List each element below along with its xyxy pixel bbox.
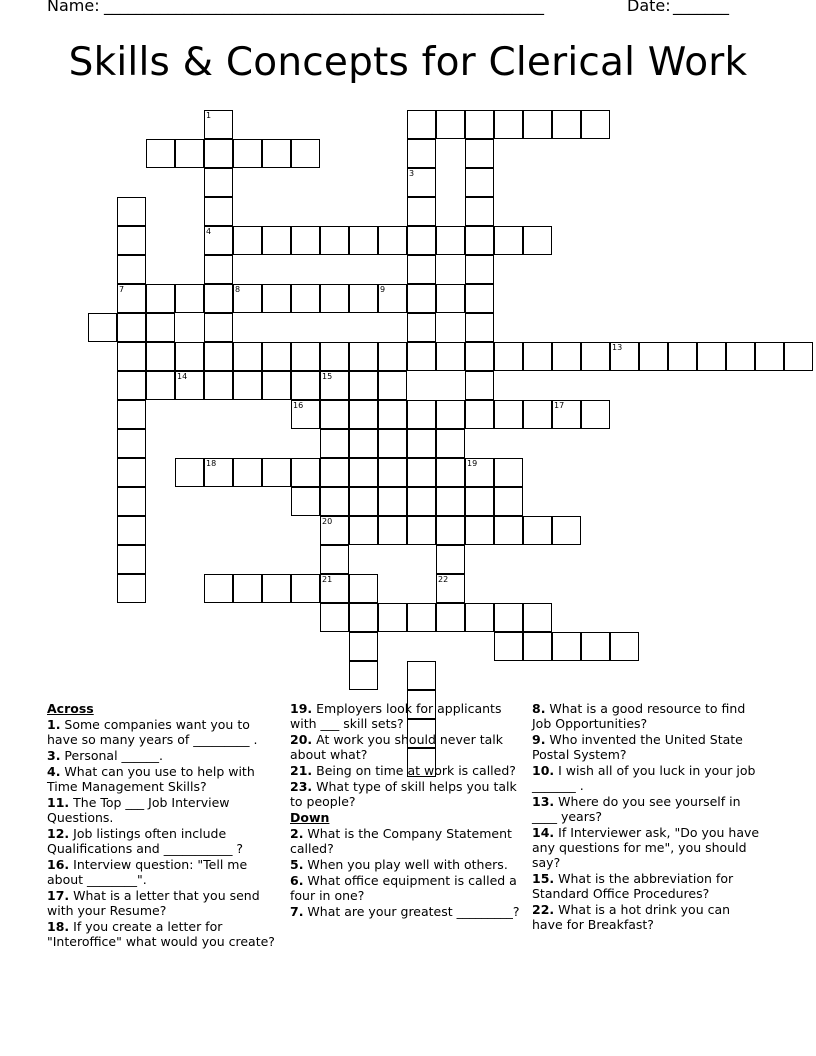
clue-item <box>47 888 279 918</box>
crossword-cell[interactable] <box>494 487 523 516</box>
crossword-cell[interactable] <box>436 574 465 603</box>
clue-number: 8 <box>235 285 241 294</box>
crossword-cell[interactable] <box>320 400 349 429</box>
crossword-cell[interactable] <box>349 661 378 690</box>
clue-item-text: What is a letter that you send with your Resume? <box>47 888 260 918</box>
crossword-cell[interactable] <box>117 284 146 313</box>
crossword-cell[interactable] <box>88 313 117 342</box>
crossword-cell[interactable] <box>117 313 146 342</box>
crossword-cell[interactable] <box>581 342 610 371</box>
crossword-cell[interactable] <box>117 429 146 458</box>
crossword-cell[interactable] <box>494 516 523 545</box>
crossword-cell[interactable] <box>204 168 233 197</box>
crossword-cell[interactable] <box>117 342 146 371</box>
crossword-cell[interactable] <box>146 371 175 400</box>
clue-item-text: When you play well with others. <box>303 857 508 872</box>
crossword-cell[interactable] <box>233 139 262 168</box>
clue-item <box>290 779 522 809</box>
crossword-cell[interactable] <box>581 632 610 661</box>
crossword-cell[interactable] <box>436 110 465 139</box>
crossword-cell[interactable] <box>349 487 378 516</box>
clue-item-number: 3. <box>47 748 61 763</box>
clue-item-text: What is the Company Statement called? <box>290 826 512 856</box>
crossword-cell[interactable] <box>494 603 523 632</box>
crossword-cell[interactable] <box>465 603 494 632</box>
clue-item-number: 17. <box>47 888 70 903</box>
crossword-cell[interactable] <box>117 371 146 400</box>
crossword-cell[interactable] <box>407 168 436 197</box>
clue-item-text: Where do you see yourself in ____ years? <box>532 794 741 824</box>
crossword-cell[interactable] <box>349 632 378 661</box>
clue-item-text: What can you use to help with Time Management Skills? <box>47 764 255 794</box>
clue-item <box>532 825 764 870</box>
crossword-cell[interactable] <box>233 458 262 487</box>
clue-item-text: Employers look for applicants with ___ skill sets? <box>290 701 502 731</box>
crossword-cell[interactable] <box>349 603 378 632</box>
crossword-cell[interactable] <box>436 545 465 574</box>
crossword-cell[interactable] <box>320 516 349 545</box>
crossword-cell[interactable] <box>204 110 233 139</box>
crossword-cell[interactable] <box>697 342 726 371</box>
clue-number: 18 <box>206 459 217 468</box>
crossword-cell[interactable] <box>407 429 436 458</box>
crossword-cell[interactable] <box>668 342 697 371</box>
crossword-cell[interactable] <box>494 458 523 487</box>
crossword-cell[interactable] <box>204 226 233 255</box>
clue-item-number: 13. <box>532 794 555 809</box>
clue-item-number: 19. <box>290 701 313 716</box>
clue-item <box>47 717 279 747</box>
clue-item-text: Interview question: "Tell me about ________". <box>47 857 248 887</box>
clue-item-number: 18. <box>47 919 70 934</box>
date-blank: _______ <box>673 0 729 15</box>
crossword-cell[interactable] <box>465 400 494 429</box>
crossword-cell[interactable] <box>291 342 320 371</box>
crossword-cell[interactable] <box>378 487 407 516</box>
crossword-cell[interactable] <box>552 632 581 661</box>
crossword-cell[interactable] <box>291 574 320 603</box>
clue-item <box>532 871 764 901</box>
clue-item <box>290 763 522 778</box>
clue-item-number: 6. <box>290 873 304 888</box>
clue-item <box>532 701 764 731</box>
crossword-cell[interactable] <box>465 284 494 313</box>
clue-item <box>47 826 279 856</box>
crossword-cell[interactable] <box>204 139 233 168</box>
clue-item-number: 1. <box>47 717 61 732</box>
crossword-cell[interactable] <box>407 226 436 255</box>
clue-item-number: 10. <box>532 763 555 778</box>
crossword-cell[interactable] <box>291 284 320 313</box>
crossword-cell[interactable] <box>407 516 436 545</box>
crossword-cell[interactable] <box>378 284 407 313</box>
crossword-cell[interactable] <box>407 400 436 429</box>
crossword-cell[interactable] <box>436 226 465 255</box>
crossword-cell[interactable] <box>378 516 407 545</box>
clue-item-text: What are your greatest _________? <box>303 904 520 919</box>
clue-item-number: 9. <box>532 732 546 747</box>
crossword-cell[interactable] <box>465 197 494 226</box>
clue-item-number: 8. <box>532 701 546 716</box>
clue-item-number: 15. <box>532 871 555 886</box>
clue-item <box>47 764 279 794</box>
crossword-cell[interactable] <box>494 342 523 371</box>
crossword-cell[interactable] <box>262 574 291 603</box>
clue-item <box>47 795 279 825</box>
clue-number: 4 <box>206 227 212 236</box>
clue-item <box>532 732 764 762</box>
crossword-cell[interactable] <box>204 574 233 603</box>
crossword-cell[interactable] <box>407 458 436 487</box>
crossword-cell[interactable] <box>465 313 494 342</box>
crossword-cell[interactable] <box>552 342 581 371</box>
crossword-cell[interactable] <box>407 342 436 371</box>
crossword-cell[interactable] <box>494 632 523 661</box>
clue-item-text: What is a hot drink you can have for Breakfast? <box>532 902 731 932</box>
page-title: Skills & Concepts for Clerical Work <box>68 40 748 85</box>
crossword-cell[interactable] <box>349 458 378 487</box>
crossword-cell[interactable] <box>117 197 146 226</box>
date-label: Date: <box>627 0 671 15</box>
crossword-cell[interactable] <box>117 458 146 487</box>
crossword-cell[interactable] <box>581 110 610 139</box>
clue-number: 22 <box>438 575 449 584</box>
clue-number: 3 <box>409 169 415 178</box>
clue-item-number: 11. <box>47 795 70 810</box>
clue-number: 15 <box>322 372 333 381</box>
crossword-cell[interactable] <box>262 139 291 168</box>
crossword-cell[interactable] <box>610 632 639 661</box>
crossword-cell[interactable] <box>436 458 465 487</box>
crossword-cell[interactable] <box>523 516 552 545</box>
crossword-cell[interactable] <box>291 139 320 168</box>
clue-item-number: 12. <box>47 826 70 841</box>
clue-item-text: Who invented the United State Postal System? <box>532 732 743 762</box>
crossword-cell[interactable] <box>320 429 349 458</box>
crossword-cell[interactable] <box>552 400 581 429</box>
crossword-cell[interactable] <box>407 139 436 168</box>
clue-item-number: 2. <box>290 826 304 841</box>
clue-item-text: What type of skill helps you talk to people? <box>290 779 517 809</box>
clue-item-text: Job listings often include Qualifications and ___________ ? <box>47 826 244 856</box>
crossword-cell[interactable] <box>146 313 175 342</box>
crossword-cell[interactable] <box>291 458 320 487</box>
crossword-cell[interactable] <box>378 458 407 487</box>
clue-item-number: 22. <box>532 902 555 917</box>
crossword-cell[interactable] <box>320 487 349 516</box>
clue-number: 1 <box>206 111 212 120</box>
crossword-cell[interactable] <box>117 255 146 284</box>
crossword-cell[interactable] <box>465 487 494 516</box>
clue-item-text: At work you should never talk about what? <box>290 732 503 762</box>
clue-number: 13 <box>612 343 623 352</box>
name-label: Name: <box>47 0 100 15</box>
clue-item <box>47 919 279 949</box>
clue-number: 17 <box>554 401 565 410</box>
crossword-cell[interactable] <box>204 197 233 226</box>
crossword-cell[interactable] <box>117 487 146 516</box>
crossword-cell[interactable] <box>117 226 146 255</box>
clue-item <box>532 763 764 793</box>
crossword-cell[interactable] <box>378 400 407 429</box>
crossword-cell[interactable] <box>320 226 349 255</box>
crossword-cell[interactable] <box>465 255 494 284</box>
crossword-cell[interactable] <box>233 342 262 371</box>
crossword-cell[interactable] <box>436 603 465 632</box>
crossword-cell[interactable] <box>204 371 233 400</box>
crossword-cell[interactable] <box>378 371 407 400</box>
clue-item-text: What office equipment is called a four in one? <box>290 873 517 903</box>
crossword-cell[interactable] <box>204 342 233 371</box>
crossword-cell[interactable] <box>523 603 552 632</box>
crossword-cell[interactable] <box>465 226 494 255</box>
clue-item-text: Some companies want you to have so many years of _________ . <box>47 717 258 747</box>
crossword-cell[interactable] <box>523 400 552 429</box>
crossword-cell[interactable] <box>146 139 175 168</box>
crossword-cell[interactable] <box>204 284 233 313</box>
clue-item-text: The Top ___ Job Interview Questions. <box>47 795 230 825</box>
clue-item <box>290 904 522 919</box>
crossword-cell[interactable] <box>465 458 494 487</box>
crossword-cell[interactable] <box>233 284 262 313</box>
crossword-cell[interactable] <box>436 429 465 458</box>
crossword-cell[interactable] <box>349 429 378 458</box>
crossword-cell[interactable] <box>349 284 378 313</box>
crossword-cell[interactable] <box>378 342 407 371</box>
crossword-cell[interactable] <box>755 342 784 371</box>
clue-column-2 <box>290 701 522 920</box>
crossword-cell[interactable] <box>349 516 378 545</box>
crossword-cell[interactable] <box>610 342 639 371</box>
crossword-cell[interactable] <box>320 458 349 487</box>
crossword-cell[interactable] <box>320 342 349 371</box>
crossword-cell[interactable] <box>204 313 233 342</box>
crossword-cell[interactable] <box>320 574 349 603</box>
clue-item <box>47 857 279 887</box>
crossword-cell[interactable] <box>349 371 378 400</box>
crossword-cell[interactable] <box>407 110 436 139</box>
crossword-cell[interactable] <box>291 371 320 400</box>
crossword-cell[interactable] <box>465 342 494 371</box>
clue-number: 20 <box>322 517 333 526</box>
clue-item-text: If Interviewer ask, "Do you have any questions for me", you should say? <box>532 825 760 870</box>
crossword-cell[interactable] <box>117 574 146 603</box>
crossword-cell[interactable] <box>552 110 581 139</box>
clue-item-text: What is a good resource to find Job Opportunities? <box>532 701 746 731</box>
crossword-cell[interactable] <box>378 429 407 458</box>
crossword-cell[interactable] <box>639 342 668 371</box>
crossword-cell[interactable] <box>262 458 291 487</box>
clue-item <box>290 826 522 856</box>
clue-item <box>290 701 522 731</box>
crossword-cell[interactable] <box>146 284 175 313</box>
clue-item-text: If you create a letter for "Interoffice" what would you create? <box>47 919 275 949</box>
crossword-cell[interactable] <box>262 342 291 371</box>
clue-item-text: What is the abbreviation for Standard Office Procedures? <box>532 871 734 901</box>
clue-item-text: I wish all of you luck in your job _______ . <box>532 763 756 793</box>
clue-item <box>290 857 522 872</box>
crossword-cell[interactable] <box>175 342 204 371</box>
crossword-cell[interactable] <box>117 516 146 545</box>
crossword-cell[interactable] <box>291 400 320 429</box>
crossword-cell[interactable] <box>465 371 494 400</box>
crossword-cell[interactable] <box>407 197 436 226</box>
clue-item-number: 14. <box>532 825 555 840</box>
clue-number: 9 <box>380 285 386 294</box>
crossword-cell[interactable] <box>378 226 407 255</box>
crossword-cell[interactable] <box>465 139 494 168</box>
clue-item-number: 16. <box>47 857 70 872</box>
crossword-cell[interactable] <box>465 168 494 197</box>
crossword-cell[interactable] <box>146 342 175 371</box>
crossword-cell[interactable] <box>407 284 436 313</box>
name-blank: _______________________________________________________ <box>104 0 544 15</box>
crossword-cell[interactable] <box>407 661 436 690</box>
crossword-cell[interactable] <box>175 371 204 400</box>
crossword-cell[interactable] <box>784 342 813 371</box>
clue-column-3 <box>532 701 764 933</box>
crossword-cell[interactable] <box>436 487 465 516</box>
clue-item-number: 23. <box>290 779 313 794</box>
crossword-cell[interactable] <box>552 516 581 545</box>
crossword-cell[interactable] <box>291 226 320 255</box>
clue-item-number: 7. <box>290 904 304 919</box>
crossword-cell[interactable] <box>494 400 523 429</box>
crossword-cell[interactable] <box>523 226 552 255</box>
crossword-cell[interactable] <box>349 574 378 603</box>
crossword-cell[interactable] <box>262 226 291 255</box>
crossword-cell[interactable] <box>523 342 552 371</box>
crossword-cell[interactable] <box>320 371 349 400</box>
crossword-cell[interactable] <box>320 603 349 632</box>
crossword-cell[interactable] <box>407 255 436 284</box>
crossword-cell[interactable] <box>320 284 349 313</box>
clue-item <box>532 902 764 932</box>
crossword-cell[interactable] <box>407 313 436 342</box>
crossword-cell[interactable] <box>175 458 204 487</box>
clue-column-1 <box>47 701 279 950</box>
clue-number: 21 <box>322 575 333 584</box>
crossword-cell[interactable] <box>262 284 291 313</box>
crossword-cell[interactable] <box>523 110 552 139</box>
crossword-cell[interactable] <box>436 284 465 313</box>
crossword-cell[interactable] <box>436 516 465 545</box>
crossword-cell[interactable] <box>494 110 523 139</box>
crossword-cell[interactable] <box>407 487 436 516</box>
crossword-cell[interactable] <box>175 139 204 168</box>
crossword-cell[interactable] <box>349 226 378 255</box>
clue-item-number: 5. <box>290 857 304 872</box>
clue-item <box>532 794 764 824</box>
crossword-cell[interactable] <box>204 255 233 284</box>
crossword-cell[interactable] <box>175 284 204 313</box>
crossword-cell[interactable] <box>436 342 465 371</box>
crossword-cell[interactable] <box>349 342 378 371</box>
crossword-cell[interactable] <box>262 371 291 400</box>
clue-item-number: 20. <box>290 732 313 747</box>
crossword-cell[interactable] <box>407 603 436 632</box>
crossword-cell[interactable] <box>436 400 465 429</box>
crossword-cell[interactable] <box>581 400 610 429</box>
clue-item-number: 4. <box>47 764 61 779</box>
clue-item <box>47 748 279 763</box>
clue-item-text: Being on time at work is called? <box>312 763 516 778</box>
clue-item-number: 21. <box>290 763 313 778</box>
crossword-cell[interactable] <box>233 574 262 603</box>
crossword-cell[interactable] <box>465 110 494 139</box>
across-heading: Across <box>47 701 94 716</box>
clue-number: 16 <box>293 401 304 410</box>
crossword-cell[interactable] <box>494 226 523 255</box>
crossword-cell[interactable] <box>233 371 262 400</box>
crossword-cell[interactable] <box>117 400 146 429</box>
crossword-cell[interactable] <box>726 342 755 371</box>
crossword-cell[interactable] <box>465 516 494 545</box>
clue-number: 14 <box>177 372 188 381</box>
crossword-cell[interactable] <box>349 400 378 429</box>
crossword-cell[interactable] <box>204 458 233 487</box>
clue-item <box>290 873 522 903</box>
crossword-cell[interactable] <box>320 545 349 574</box>
crossword-cell[interactable] <box>233 226 262 255</box>
clue-number: 7 <box>119 285 125 294</box>
clue-item <box>290 732 522 762</box>
crossword-cell[interactable] <box>523 632 552 661</box>
clue-number: 19 <box>467 459 478 468</box>
crossword-cell[interactable] <box>117 545 146 574</box>
down-heading: Down <box>290 810 330 825</box>
crossword-cell[interactable] <box>378 603 407 632</box>
clue-item-text: Personal ______. <box>60 748 164 763</box>
crossword-cell[interactable] <box>291 487 320 516</box>
